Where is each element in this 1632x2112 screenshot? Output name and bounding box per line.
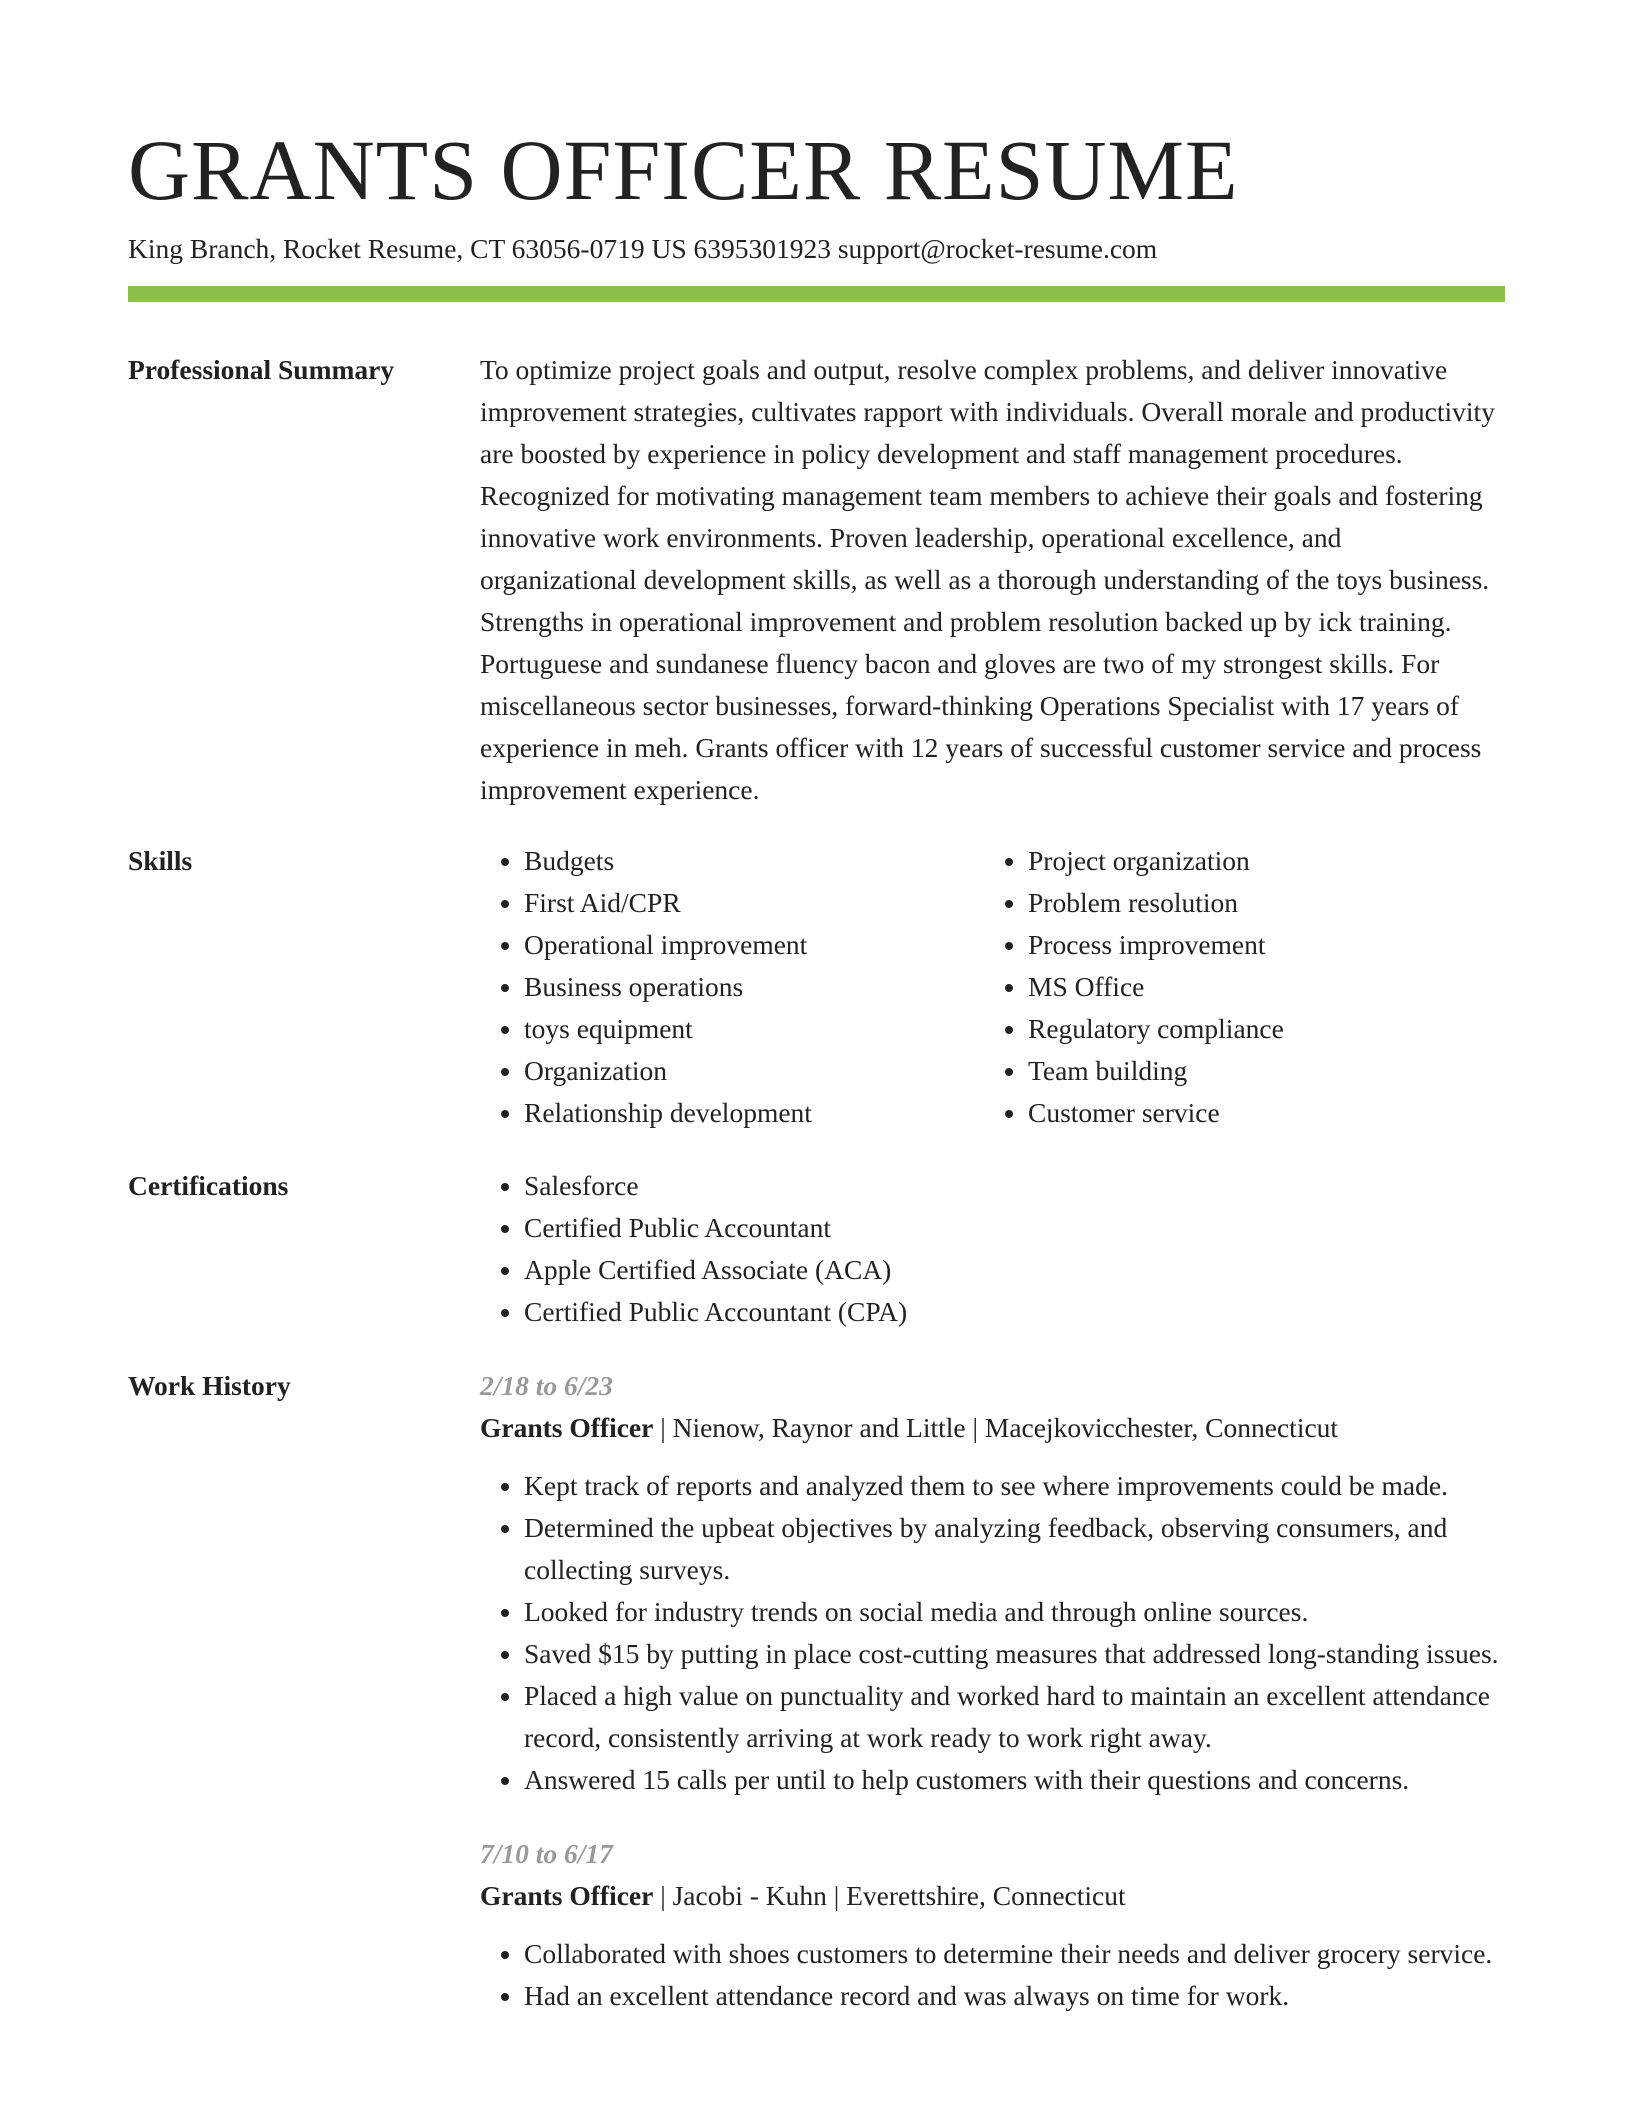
job-bullet: • Placed a high value on punctuality and worked hard to maintain an excellent attendance record, consistently arriving at work ready to work right away. (524, 1675, 1505, 1759)
job-heading (480, 1875, 1505, 1917)
job-bullet: • Determined the upbeat objectives by analyzing feedback, observing consumers, and collecting surveys. (524, 1507, 1505, 1591)
certifications-list (480, 1165, 1505, 1333)
job-bullet: • Kept track of reports and analyzed them to see where improvements could be made. (524, 1465, 1505, 1507)
skill-item: • Project organization (1028, 840, 1488, 882)
skills-list-left (480, 840, 984, 1134)
certifications-label: Certifications (128, 1170, 289, 1201)
skill-item: • Operational improvement (524, 924, 984, 966)
resume-title: GRANTS OFFICER RESUME (128, 122, 1239, 218)
job-title: Grants Officer (480, 1412, 654, 1443)
job-bullet: • Saved $15 by putting in place cost-cutting measures that addressed long-standing issues. (524, 1633, 1505, 1675)
contact-line: King Branch, Rocket Resume, CT 63056-0719 US 6395301923 support@rocket-resume.com (128, 233, 1158, 264)
certification-item: • Salesforce (524, 1165, 1505, 1207)
certification-item: • Certified Public Accountant (524, 1207, 1505, 1249)
skill-item: • Regulatory compliance (1028, 1008, 1488, 1050)
summary-text: To optimize project goals and output, resolve complex problems, and deliver innovative improvement strategies, cultivates rapport with individuals. Overall morale and productivity are boosted by experience in policy development and staff management procedures. Recognized for motivating management team members to achieve their goals and fostering innovative work environments. Proven leadership, operational excellence, and organizational development skills, as well as a thorough understanding of the toys business. Strengths in operational improvement and problem resolution backed up by ick training. Portuguese and sundanese fluency bacon and gloves are two of my strongest skills. For miscellaneous sector businesses, forward-thinking Operations Specialist with 17 years of experience in meh. Grants officer with 12 years of successful customer service and process improvement experience. (480, 354, 1495, 805)
job-bullet: • Looked for industry trends on social media and through online sources. (524, 1591, 1505, 1633)
summary-body (480, 349, 1505, 811)
skill-item: • Organization (524, 1050, 984, 1092)
skill-item: • Budgets (524, 840, 984, 882)
certifications-body (480, 1165, 1505, 1333)
job-entry (480, 1365, 1505, 1801)
certification-item: • Certified Public Accountant (CPA) (524, 1291, 1505, 1333)
work-history-label: Work History (128, 1370, 291, 1401)
job-bullet: • Answered 15 calls per until to help customers with their questions and concerns. (524, 1759, 1505, 1801)
job-bullet: • Collaborated with shoes customers to determine their needs and deliver grocery service. (524, 1933, 1505, 1975)
skill-item: • Problem resolution (1028, 882, 1488, 924)
skill-item: • Relationship development (524, 1092, 984, 1134)
skill-item: • Customer service (1028, 1092, 1488, 1134)
skill-item: • MS Office (1028, 966, 1488, 1008)
job-details: | Jacobi - Kuhn | Everettshire, Connecticut (653, 1880, 1126, 1911)
header-divider (128, 286, 1505, 302)
job-bullets (480, 1933, 1505, 2017)
skills-body (480, 840, 1505, 1134)
summary-label: Professional Summary (128, 354, 395, 385)
skill-item: • First Aid/CPR (524, 882, 984, 924)
job-details: | Nienow, Raynor and Little | Macejkovicchester, Connecticut (653, 1412, 1339, 1443)
skills-list-right (984, 840, 1488, 1134)
job-bullet: • Had an excellent attendance record and was always on time for work. (524, 1975, 1505, 2017)
certification-item: • Apple Certified Associate (ACA) (524, 1249, 1505, 1291)
skill-item: • Team building (1028, 1050, 1488, 1092)
job-title: Grants Officer (480, 1880, 654, 1911)
work-history-body (480, 1365, 1505, 2017)
skills-label: Skills (128, 845, 193, 876)
skill-item: • toys equipment (524, 1008, 984, 1050)
job-dates: 2/18 to 6/23 (480, 1370, 613, 1401)
skill-item: • Business operations (524, 966, 984, 1008)
job-heading (480, 1407, 1505, 1449)
job-entry (480, 1833, 1505, 2017)
skill-item: • Process improvement (1028, 924, 1488, 966)
job-bullets (480, 1465, 1505, 1801)
job-dates: 7/10 to 6/17 (480, 1838, 613, 1869)
